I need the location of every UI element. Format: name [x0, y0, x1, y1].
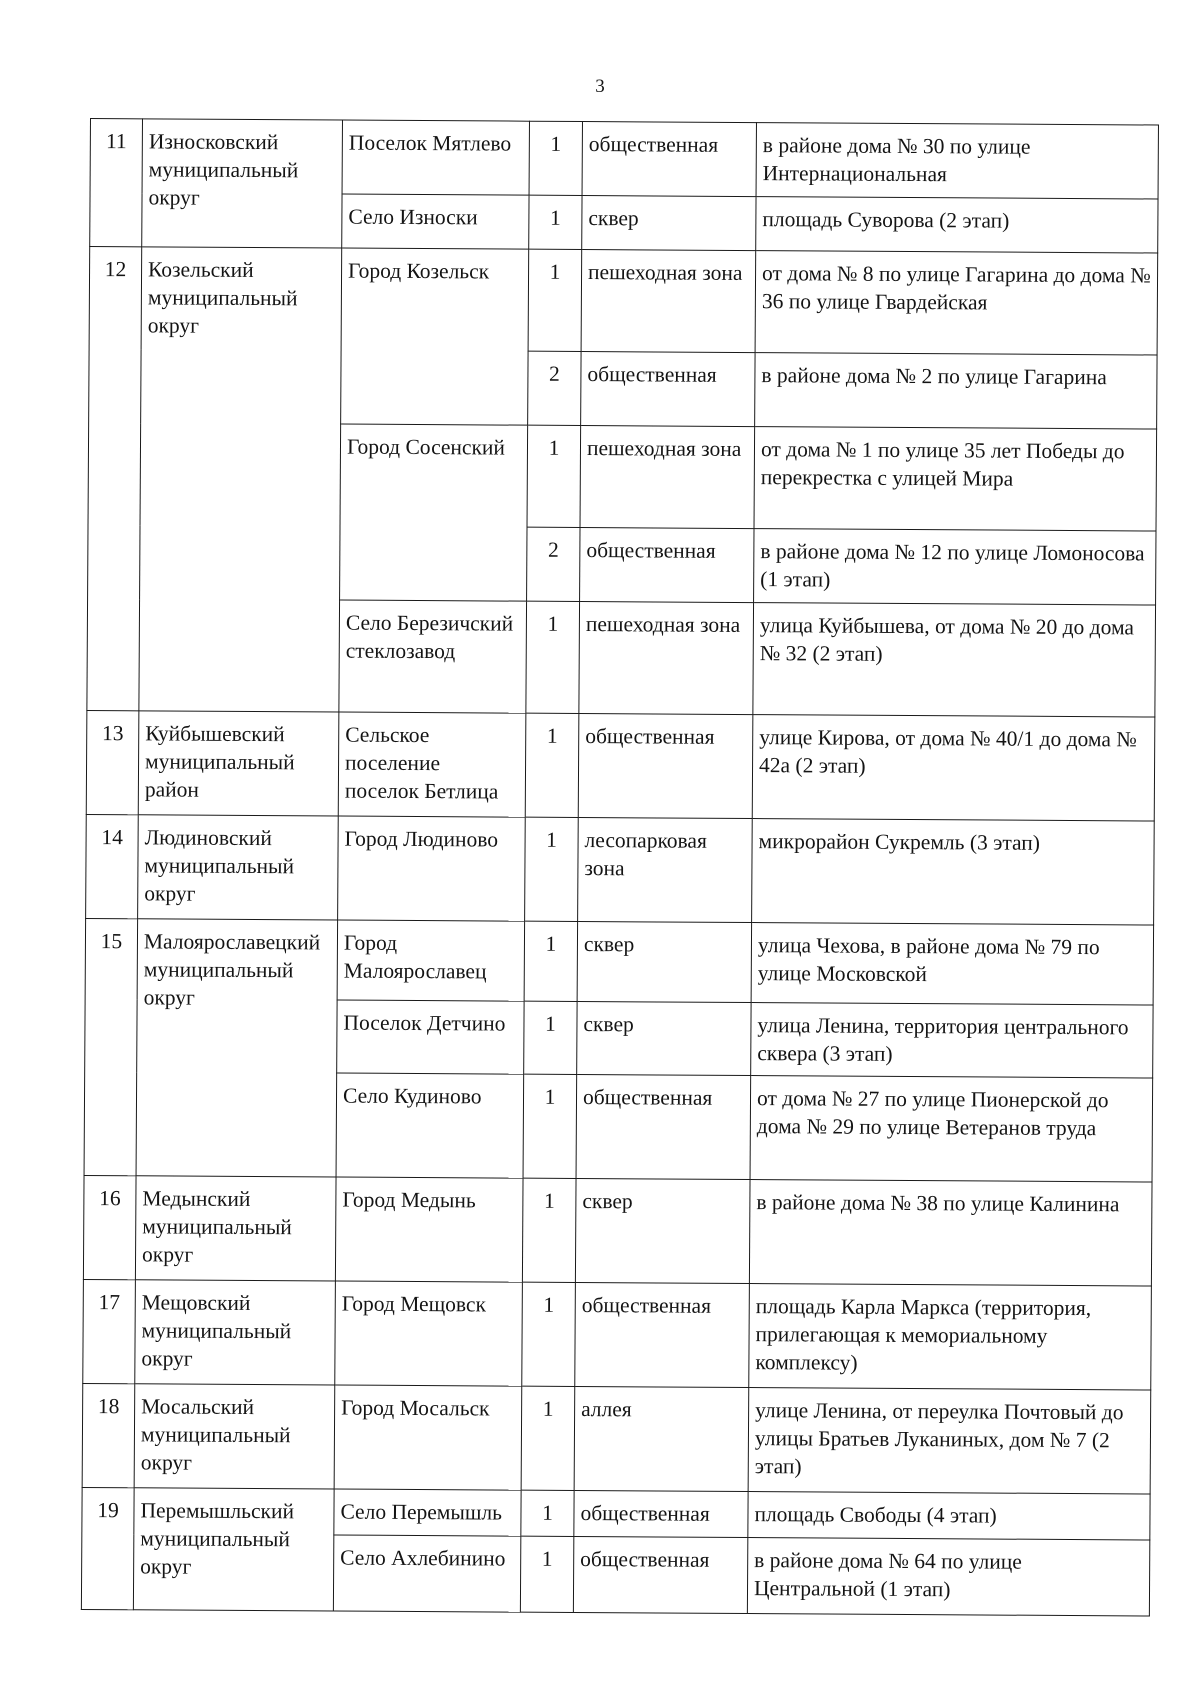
object-type: общественная	[581, 352, 755, 427]
table-row	[82, 1487, 1150, 1540]
district-cell: Медынский муниципальный округ	[135, 1176, 336, 1281]
settlement-cell: Город Мосальск	[334, 1385, 522, 1490]
settlement-cell: Село Березичский стеклозавод	[339, 600, 527, 713]
object-index: 1	[528, 249, 582, 351]
table-row	[83, 1279, 1152, 1390]
table-row	[86, 814, 1155, 925]
settlement-cell: Город Малоярославец	[337, 920, 524, 1001]
object-index: 1	[525, 713, 579, 817]
row-number: 18	[82, 1383, 135, 1487]
row-number: 15	[84, 918, 138, 1175]
table-row	[83, 1175, 1152, 1286]
object-location: площадь Карла Маркса (территория, прилегающая к мемориальному комплексу)	[749, 1284, 1152, 1390]
row-number: 17	[83, 1279, 136, 1383]
district-cell: Людиновский муниципальный округ	[138, 815, 339, 920]
table-row	[82, 1383, 1151, 1494]
row-number: 11	[90, 119, 143, 247]
object-location: улица Чехова, в районе дома № 79 по улице Московской	[751, 923, 1153, 1005]
settlement-cell: Город Медынь	[335, 1177, 523, 1282]
object-location: от дома № 8 по улице Гагарина до дома № 36 по улице Гвардейская	[755, 251, 1158, 355]
object-location: в районе дома № 2 по улице Гагарина	[755, 353, 1157, 429]
territories-table	[81, 118, 1159, 1617]
object-location: площадь Свободы (4 этап)	[748, 1492, 1150, 1540]
object-index: 1	[520, 1536, 573, 1612]
district-name: Малоярославецкий муниципальный округ	[143, 929, 321, 1010]
table-row	[86, 710, 1155, 821]
settlement-cell: Село Износки	[342, 194, 529, 249]
object-type: пешеходная зона	[579, 601, 754, 714]
district-cell: Перемышльский муниципальный округ	[133, 1488, 334, 1611]
object-index: 1	[521, 1386, 575, 1490]
object-index: 1	[524, 1001, 577, 1074]
object-type: сквер	[582, 196, 756, 251]
object-type: общественная	[573, 1536, 747, 1613]
object-location: площадь Суворова (2 этап)	[756, 197, 1158, 253]
row-number: 16	[83, 1175, 136, 1279]
table-row	[90, 119, 1158, 200]
object-location: улице Ленина, от переулка Почтовый до улицы Братьев Луканиных, дом № 7 (2 этап)	[748, 1388, 1151, 1494]
object-type: лесопарковая зона	[578, 817, 753, 922]
table-row	[89, 247, 1158, 356]
object-type: сквер	[577, 1001, 751, 1075]
object-location: от дома № 1 по улице 35 лет Победы до перекрестка с улицей Мира	[754, 427, 1157, 531]
settlement-cell: Поселок Мятлево	[342, 120, 529, 195]
settlement-cell: Город Сосенский	[340, 424, 528, 601]
settlement-cell: Город Мещовск	[335, 1281, 523, 1386]
object-index: 1	[525, 817, 579, 921]
settlement-cell: Сельское поселение поселок Бетлица	[338, 712, 526, 817]
settlement-cell: Город Людиново	[338, 816, 526, 921]
object-type: общественная	[574, 1490, 748, 1537]
object-index: 1	[526, 601, 580, 713]
object-type: общественная	[576, 1074, 751, 1179]
object-index: 2	[528, 351, 581, 425]
settlement-cell: Город Козельск	[341, 248, 529, 425]
object-index: 1	[521, 1490, 574, 1536]
object-location: в районе дома № 64 по улице Центральной (1 этап)	[747, 1538, 1149, 1616]
district-cell: Износковский муниципальный округ	[142, 119, 343, 248]
object-index: 1	[522, 1178, 576, 1282]
row-number: 13	[86, 710, 139, 814]
object-index: 1	[523, 1074, 577, 1178]
object-type: пешеходная зона	[581, 250, 756, 353]
row-number: 12	[87, 247, 142, 711]
object-type: пешеходная зона	[580, 426, 755, 529]
district-cell: Мосальский муниципальный округ	[134, 1384, 335, 1489]
object-location: улица Куйбышева, от дома № 20 до дома № 32 (2 этап)	[753, 603, 1156, 717]
settlement-cell: Село Кудиново	[336, 1073, 524, 1178]
district-cell: Козельский муниципальный округ	[139, 247, 342, 712]
object-location: в районе дома № 12 по улице Ломоносова (1 этап)	[754, 529, 1156, 605]
settlement-cell: Поселок Детчино	[337, 1000, 524, 1074]
object-location: в районе дома № 38 по улице Калинина	[749, 1180, 1152, 1286]
object-index: 1	[527, 425, 581, 527]
district-cell	[136, 919, 338, 1177]
object-index: 2	[527, 527, 580, 601]
row-number: 14	[86, 814, 139, 918]
district-cell: Куйбышевский муниципальный район	[138, 711, 339, 816]
object-type: общественная	[580, 528, 754, 603]
object-index: 1	[522, 1282, 576, 1386]
object-location: улице Кирова, от дома № 40/1 до дома № 42а (2 этап)	[752, 715, 1155, 821]
object-type: сквер	[577, 921, 751, 1002]
table-row	[85, 918, 1153, 1005]
object-type: сквер	[575, 1178, 750, 1283]
settlement-cell: Село Перемышль	[334, 1489, 521, 1536]
object-type: общественная	[578, 713, 753, 818]
page-number: 3	[595, 76, 605, 97]
settlement-cell: Село Ахлебинино	[333, 1535, 520, 1612]
object-location: улица Ленина, территория центрального сквера (3 этап)	[751, 1003, 1153, 1078]
object-location: в районе дома № 30 по улице Интернациональная	[756, 123, 1158, 199]
object-index: 1	[529, 195, 582, 249]
object-type: общественная	[582, 122, 756, 197]
object-index: 1	[524, 921, 577, 1001]
object-index: 1	[529, 121, 582, 195]
row-number: 19	[81, 1487, 134, 1609]
object-type: общественная	[575, 1282, 750, 1387]
object-location: микрорайон Сукремль (3 этап)	[752, 819, 1155, 925]
object-type: аллея	[574, 1386, 749, 1491]
object-location: от дома № 27 по улице Пионерской до дома № 29 по улице Ветеранов труда	[750, 1076, 1153, 1182]
district-cell: Мещовский муниципальный округ	[135, 1280, 336, 1385]
